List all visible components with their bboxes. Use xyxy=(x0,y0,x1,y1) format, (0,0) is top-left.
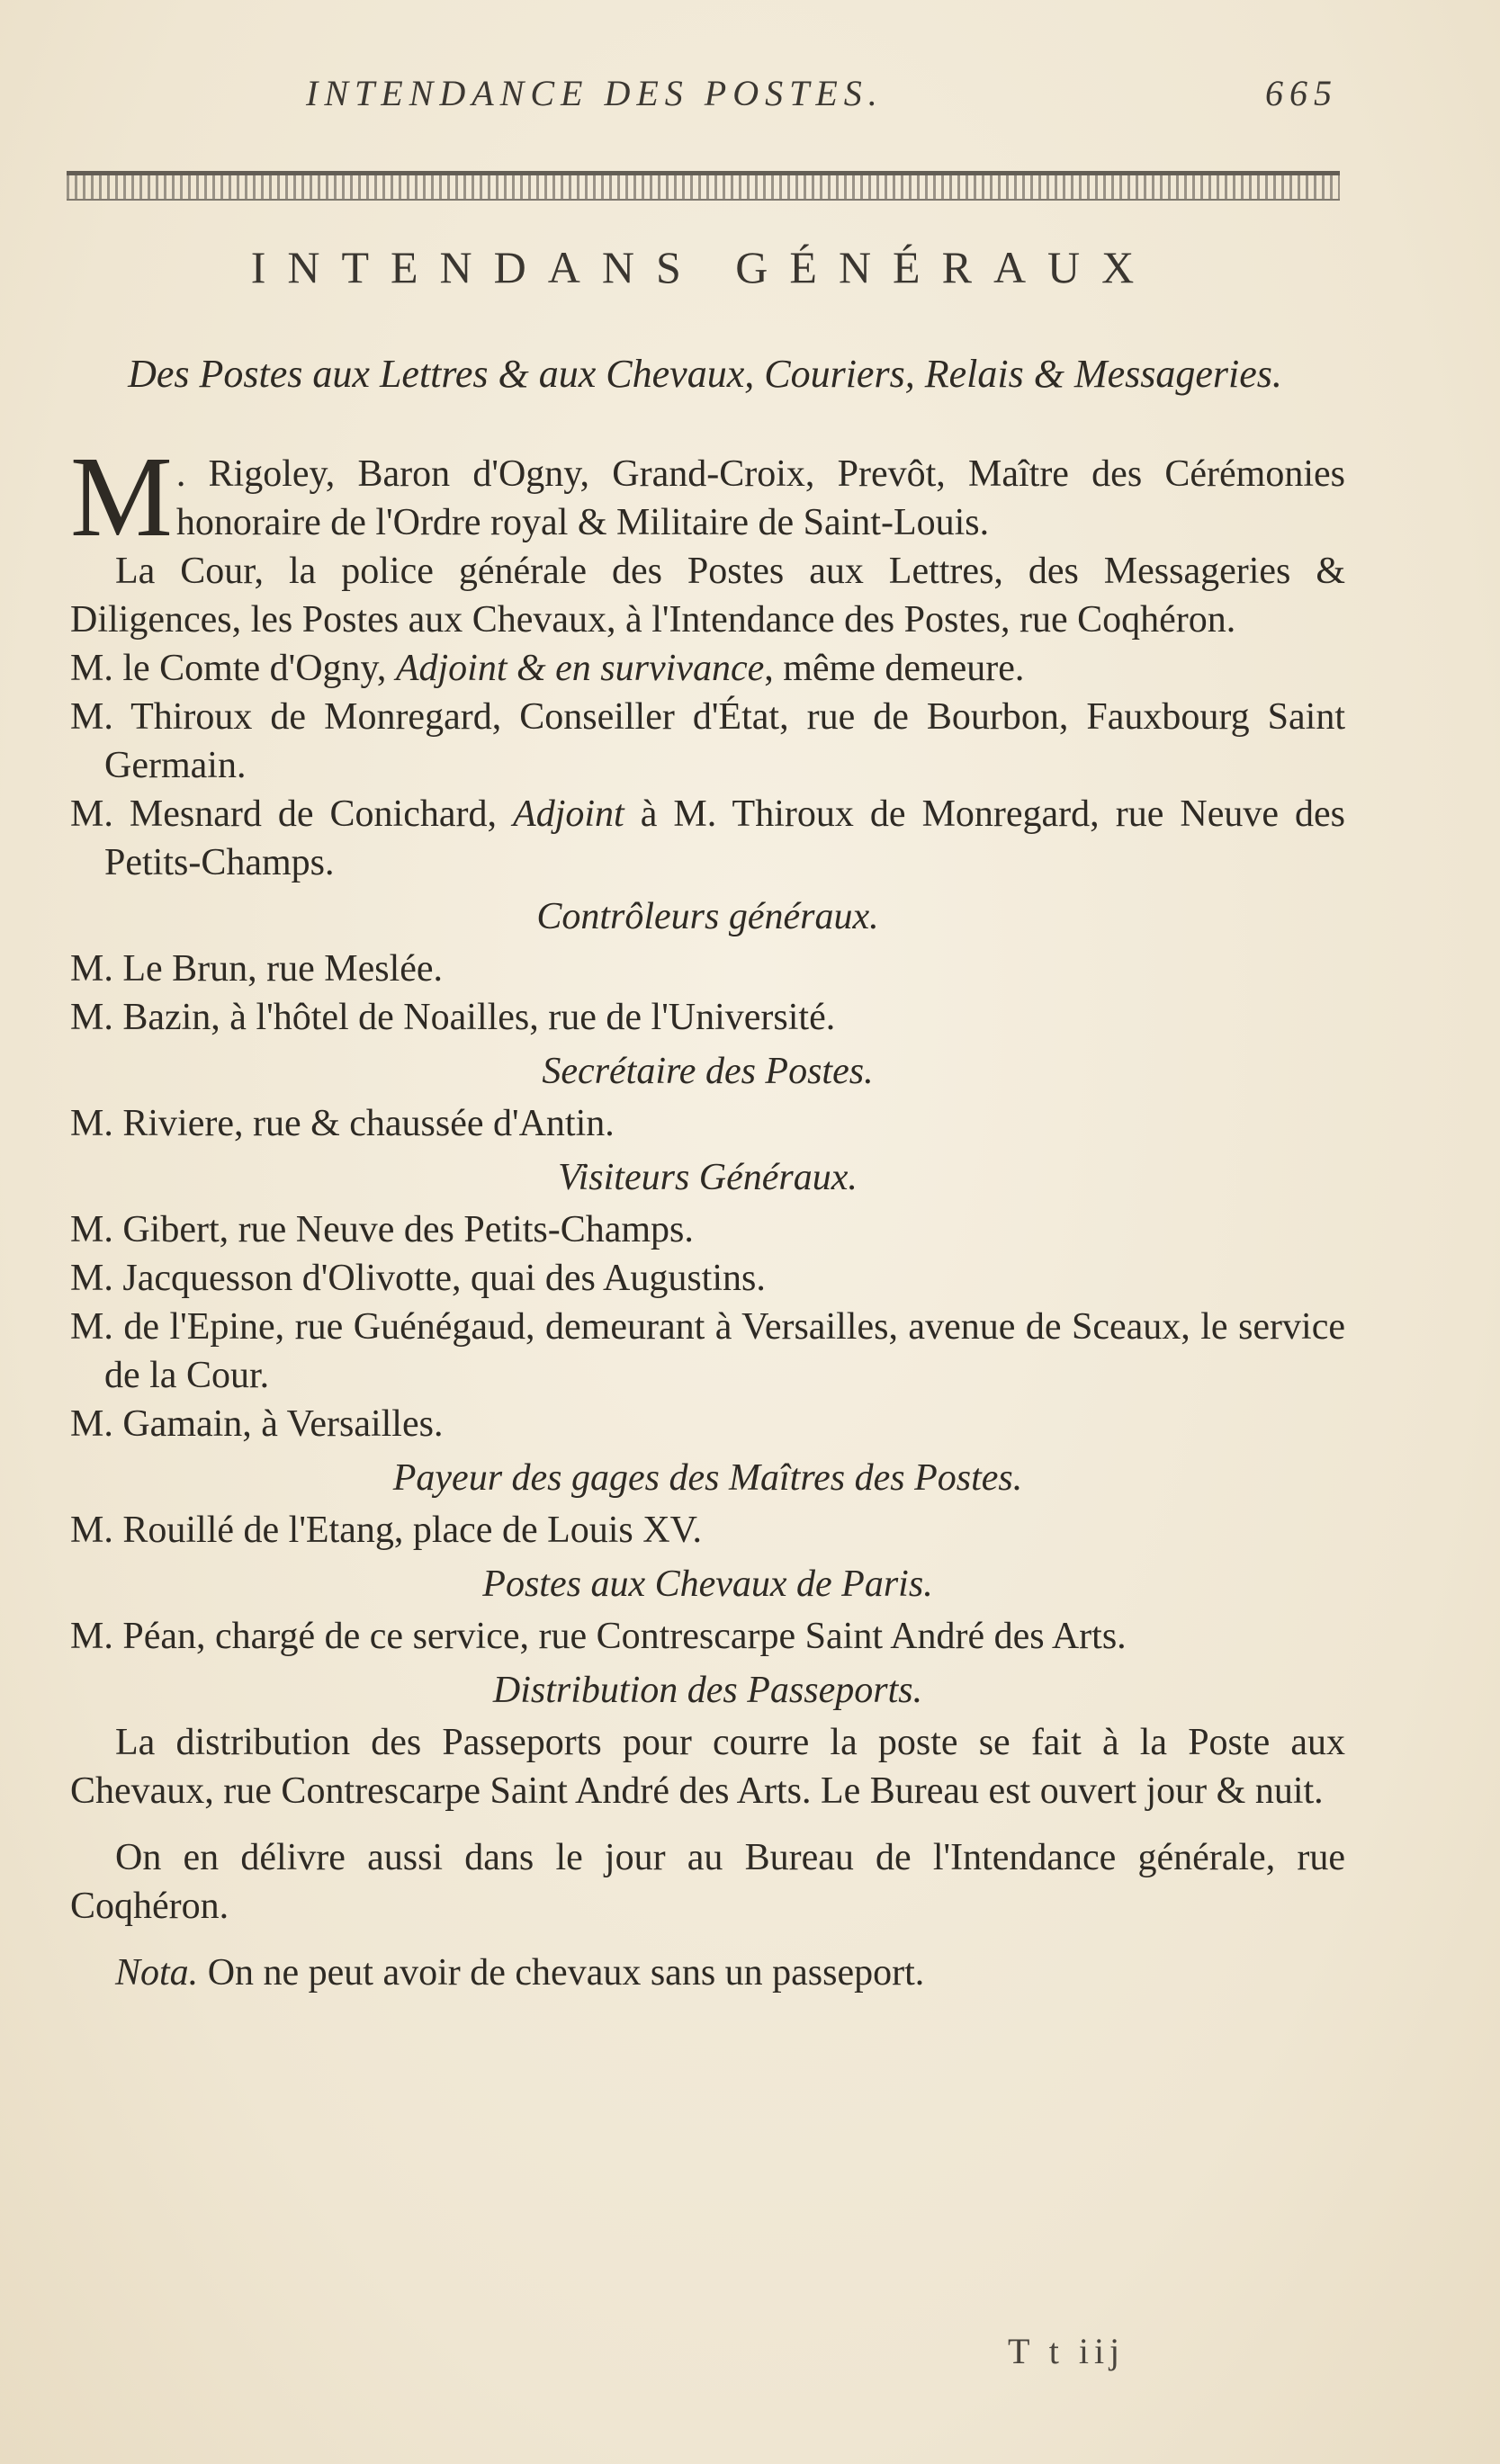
list-item: M. Le Brun, rue Meslée. xyxy=(70,948,444,990)
page-number: 665 xyxy=(1265,73,1338,113)
list-item: M. Gibert, rue Neuve des Petits-Champs. xyxy=(70,1209,694,1250)
entry-ogny xyxy=(70,644,1345,693)
section-heading: Contrôleurs généraux. xyxy=(536,896,879,937)
entry-text: M. Mesnard de Conichard, xyxy=(70,793,514,835)
list-item: M. Rouillé de l'Etang, place de Louis XV. xyxy=(70,1510,703,1551)
entry-text: M. le Comte d'Ogny, xyxy=(70,648,396,689)
paragraph-cour: La Cour, la police générale des Postes aux Lettres, des Messageries & Diligences, les Postes aux Chevaux, à l'Intendance des Postes, rue Coqhéron. xyxy=(70,551,1345,641)
intro-text: . Rigoley, Baron d'Ogny, Grand-Croix, Prevôt, Maître des Cérémonies honoraire de l'Ordre royal & Militaire de Saint-Louis. xyxy=(175,453,1345,543)
entry-text: M. Thiroux de Monregard, Conseiller d'État, rue de Bourbon, Fauxbourg Saint Germain. xyxy=(70,696,1345,786)
entry-italic: Adjoint & en survivance xyxy=(395,648,765,689)
list-item: M. de l'Epine, rue Guénégaud, demeurant à Versailles, avenue de Sceaux, le service de la Cour. xyxy=(70,1306,1345,1396)
nota-text: On ne peut avoir de chevaux sans un passeport. xyxy=(198,1952,925,1994)
page-body xyxy=(70,433,1345,1997)
drop-cap: M xyxy=(70,433,173,560)
list-item: M. Riviere, rue & chaussée d'Antin. xyxy=(70,1103,615,1144)
entry-text: , même demeure. xyxy=(764,648,1025,689)
section-heading: Secrétaire des Postes. xyxy=(542,1051,874,1092)
page-title: INTENDANS GÉNÉRAUX xyxy=(250,242,1156,292)
entry-thiroux xyxy=(70,693,1345,790)
entry-text: à M. Thiroux de Monregard, rue Neuve des Petits-Champs. xyxy=(104,793,1345,883)
nota-label: Nota. xyxy=(115,1952,199,1994)
section-heading: Distribution des Passeports. xyxy=(492,1670,923,1711)
list-item: M. Jacquesson d'Olivotte, quai des Augustins. xyxy=(70,1258,766,1299)
section-heading: Postes aux Chevaux de Paris. xyxy=(482,1564,933,1605)
page-subtitle: Des Postes aux Lettres & aux Chevaux, Couriers, Relais & Messageries. xyxy=(128,352,1282,396)
list-item: M. Bazin, à l'hôtel de Noailles, rue de l'Université. xyxy=(70,997,836,1038)
intro-entry xyxy=(70,433,1345,560)
section-heading: Payeur des gages des Maîtres des Postes. xyxy=(392,1457,1023,1499)
running-head-title: INTENDANCE DES POSTES. xyxy=(306,73,884,113)
ornamental-rule xyxy=(67,171,1340,201)
running-head xyxy=(306,72,1338,114)
list-item: M. Péan, chargé de ce service, rue Contrescarpe Saint André des Arts. xyxy=(70,1616,1127,1657)
section-heading: Visiteurs Généraux. xyxy=(558,1157,858,1198)
signature-mark: T t iij xyxy=(1008,2331,1126,2371)
paragraph-passeports: La distribution des Passeports pour courre la poste se fait à la Poste aux Chevaux, rue Contrescarpe Saint André des Arts. Le Bureau est ouvert jour & nuit. xyxy=(70,1722,1345,1812)
entry-mesnard xyxy=(70,790,1345,887)
entry-italic: Adjoint xyxy=(513,793,624,835)
list-item: M. Gamain, à Versailles. xyxy=(70,1403,444,1445)
paragraph-passeports-2: On en délivre aussi dans le jour au Bureau de l'Intendance générale, rue Coqhéron. xyxy=(70,1837,1345,1927)
nota-paragraph xyxy=(70,1949,1345,1997)
